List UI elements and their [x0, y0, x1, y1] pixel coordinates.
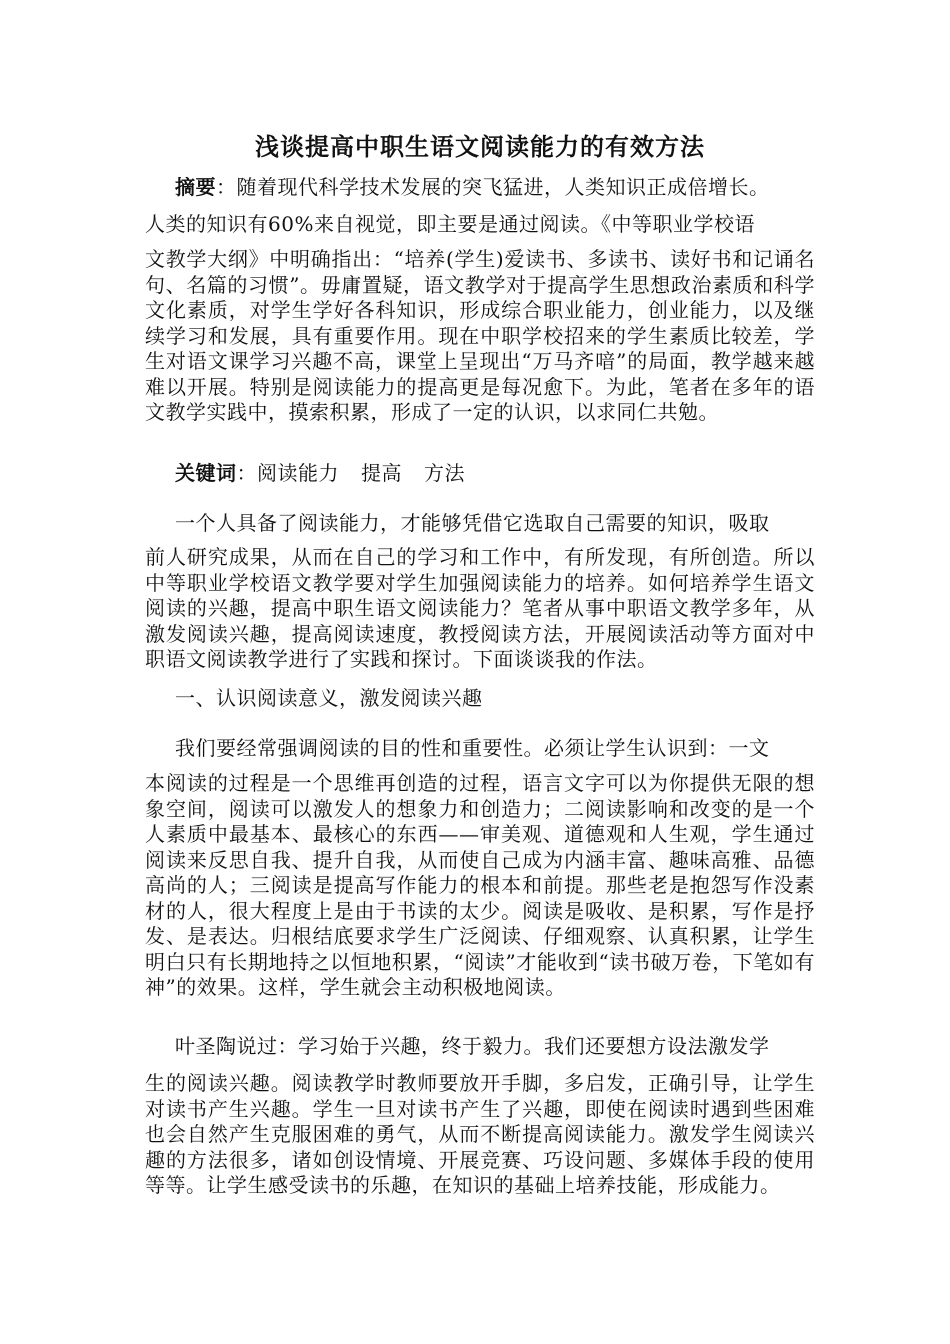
abstract-body: 文教学大纲》中明确指出：“培养(学生)爱读书、多读书、读好书和记诵名句、名篇的习惯”。毋庸置疑，语文教学对于提高学生思想政治素质和科学文化素质，对学生学好各科知识，形成综合职业能力，创业能力，以及继续学习和发展，具有重要作用。现在中职学校招来的学生素质比较差，学生对语文课学习兴趣不高，课堂上呈现出“万马齐喑”的局面，教学越来越难以开展。特别是阅读能力的提高更是每况愈下。为此，笔者在多年的语文教学实践中，摸索积累，形成了一定的认识，以求同仁共勉。 — [145, 247, 815, 424]
intro-body: 前人研究成果，从而在自己的学习和工作中，有所发现，有所创造。所以中等职业学校语文教学要对学生加强阅读能力的培养。如何培养学生语文阅读的兴趣，提高中职生语文阅读能力？笔者从事中职语文教学多年，从激发阅读兴趣，提高阅读速度，教授阅读方法，开展阅读活动等方面对中职语文阅读教学进行了实践和探讨。下面谈谈我的作法。 — [145, 545, 815, 671]
section1-p1-first-line: 我们要经常强调阅读的目的性和重要性。必须让学生认识到：一文 — [175, 736, 770, 760]
intro-first-line: 一个人具备了阅读能力，才能够凭借它选取自己需要的知识，吸取 — [175, 511, 770, 535]
keyword-item: 阅读能力 — [257, 461, 339, 485]
keyword-item: 提高 — [361, 461, 402, 485]
document-title: 浅谈提高中职生语文阅读能力的有效方法 — [255, 133, 705, 161]
section1-p2-first-line: 叶圣陶说过：学习始于兴趣，终于毅力。我们还要想方设法激发学 — [175, 1034, 770, 1058]
abstract-label: 摘要 — [175, 175, 216, 199]
abstract-text-line-2: 人类的知识有60%来自视觉，即主要是通过阅读。《中等职业学校语 — [145, 212, 755, 236]
section1-p2-body: 生的阅读兴趣。阅读教学时教师要放开手脚，多启发，正确引导，让学生对读书产生兴趣。学生一旦对读书产生了兴趣，即使在阅读时遇到些困难也会自然产生克服困难的勇气，从而不断提高阅读能力。激发学生阅读兴趣的方法很多，诸如创设情境、开展竞赛、巧设问题、多媒体手段的使用等等。让学生感受读书的乐趣，在知识的基础上培养技能，形成能力。 — [145, 1071, 815, 1197]
abstract-colon: ： — [216, 175, 237, 199]
keywords-line — [145, 460, 845, 486]
abstract-text-line-1: 随着现代科学技术发展的突飞猛进，人类知识正成倍增长。 — [236, 175, 770, 199]
section-heading: 一、认识阅读意义，激发阅读兴趣 — [175, 686, 483, 710]
section1-p1-body: 本阅读的过程是一个思维再创造的过程，语言文字可以为你提供无限的想象空间，阅读可以激发人的想象力和创造力；二阅读影响和改变的是一个人素质中最基本、最核心的东西——审美观、道德观和人生观，学生通过阅读来反思自我、提升自我，从而使自己成为内涵丰富、趣味高雅、品德高尚的人；三阅读是提高写作能力的根本和前提。那些老是抱怨写作没素材的人，很大程度上是由于书读的太少。阅读是吸收、是积累，写作是抒发、是表达。归根结底要求学生广泛阅读、仔细观察、认真积累，让学生明白只有长期地持之以恒地积累，“阅读”才能收到“读书破万卷，下笔如有神”的效果。这样，学生就会主动积极地阅读。 — [145, 771, 815, 999]
keywords-colon: ： — [236, 461, 257, 485]
abstract-first-line — [145, 174, 845, 200]
keywords-label: 关键词 — [175, 461, 237, 485]
keyword-item: 方法 — [424, 461, 465, 485]
